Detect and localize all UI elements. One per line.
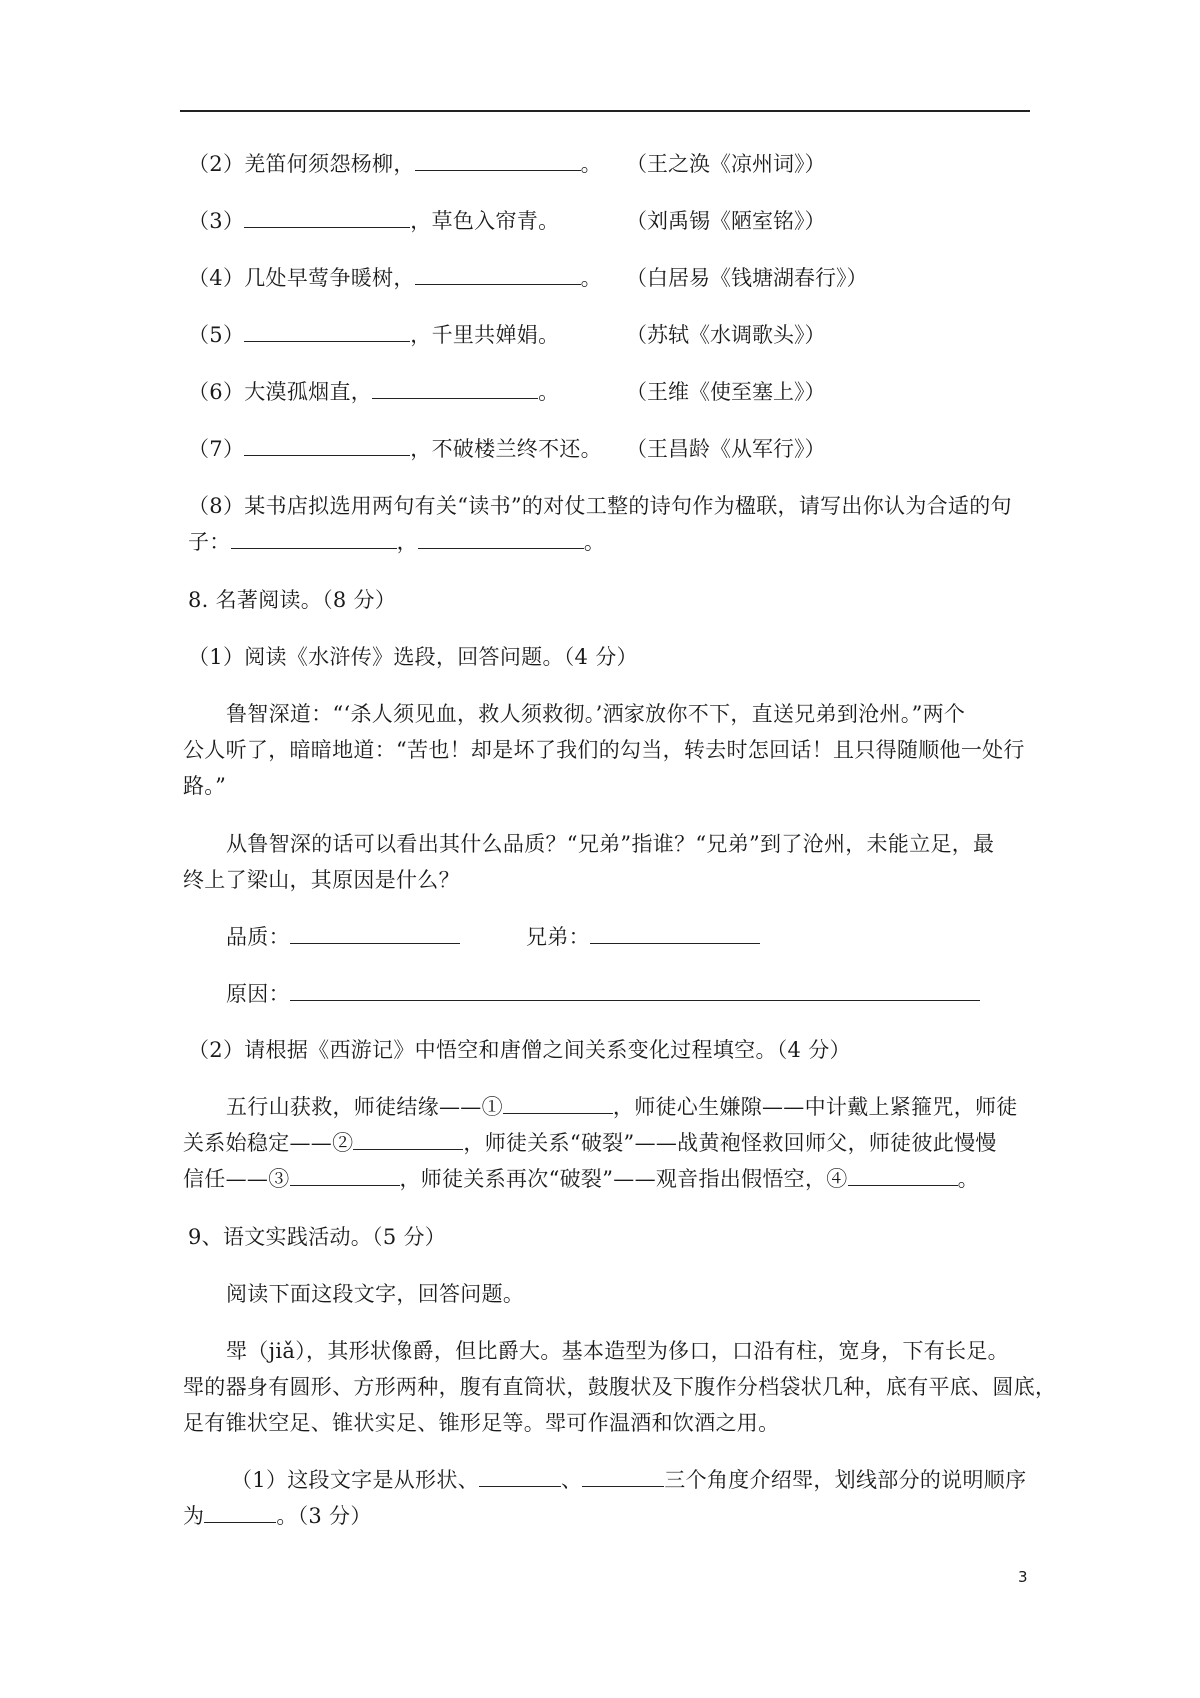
question-text: 。（3 分）: [276, 1504, 372, 1528]
question-line: 终上了梁山，其原因是什么？: [183, 868, 460, 892]
answer-blank-3[interactable]: [290, 1167, 400, 1186]
section-8-1-title: （1）阅读《水浒传》选段，回答问题。（4 分）: [188, 645, 638, 669]
answer-blank[interactable]: [582, 1468, 664, 1487]
answer-label: 子：: [188, 530, 231, 554]
section-8-2-title: （2）请根据《西游记》中悟空和唐僧之间关系变化过程填空。（4 分）: [188, 1038, 851, 1062]
brother-blank[interactable]: [590, 925, 760, 944]
header-rule: [180, 110, 1030, 112]
passage-line: 鲁智深道：“‘杀人须见血，救人须救彻。’洒家放你不下，直送兄弟到沧州。”两个: [226, 702, 966, 726]
poem-text: ，不破楼兰终不还。: [410, 437, 602, 461]
poem-text: （7）: [188, 437, 245, 461]
reason-blank[interactable]: [290, 982, 980, 1001]
poem-text: （3）: [188, 209, 245, 233]
punctuation: ，: [396, 530, 418, 554]
poem-text: 。: [580, 266, 602, 290]
reason-label: 原因：: [226, 982, 290, 1006]
poem-text: （2）羌笛何须怨杨柳，: [188, 152, 415, 176]
section-8-title: 8. 名著阅读。（8 分）: [188, 588, 397, 612]
poem-text: （5）: [188, 323, 245, 347]
journey-text: ，师徒关系再次“破裂”——观音指出假悟空，④: [399, 1167, 848, 1191]
section-9-intro: 阅读下面这段文字，回答问题。: [226, 1282, 525, 1306]
journey-text: ，师徒关系“破裂”——战黄袍怪救回师父，师徒彼此慢慢: [463, 1131, 997, 1155]
poem-text: 。: [580, 152, 602, 176]
punctuation: 、: [560, 1468, 583, 1492]
question-text: （1）这段文字是从形状、: [231, 1468, 479, 1492]
question-text: 三个角度介绍斝，划线部分的说明顺序: [664, 1468, 1027, 1492]
journey-text: 五行山获救，师徒结缘——①: [226, 1095, 503, 1119]
poem-text: （6）大漠孤烟直，: [188, 380, 373, 404]
answer-blank[interactable]: [418, 530, 584, 549]
poem-text: ，千里共婵娟。: [410, 323, 560, 347]
poem-line-3: [188, 207, 559, 235]
passage-line: 公人听了，暗暗地道：“苦也！却是坏了我们的勾当，转去时怎回话！且只得随顺他一处行: [183, 738, 1025, 762]
section-9-q1-line1: [231, 1466, 1026, 1494]
journey-text: 信任——③: [183, 1167, 290, 1191]
poem-source: （王昌龄《从军行》）: [626, 437, 826, 461]
poem-source: （王维《使至塞上》）: [626, 380, 826, 404]
journey-line-3: [183, 1165, 979, 1193]
answer-blank-2[interactable]: [353, 1131, 463, 1150]
quality-label: 品质：: [226, 925, 290, 949]
poem-source: （王之涣《凉州词》）: [626, 152, 826, 176]
question-8-answer-line: [188, 528, 605, 556]
reason-answer-row: [226, 980, 980, 1008]
poem-source: （苏轼《水调歌头》）: [626, 323, 826, 347]
poem-line-2: [188, 150, 602, 178]
passage-line: 足有锥状空足、锥状实足、锥形足等。斝可作温酒和饮酒之用。: [183, 1411, 780, 1435]
answer-blank[interactable]: [415, 152, 581, 171]
journey-text: ，师徒心生嫌隙——中计戴上紧箍咒，师徒: [612, 1095, 1018, 1119]
section-9-q1-line2: [183, 1502, 372, 1530]
journey-line-2: [183, 1129, 997, 1157]
answer-blank[interactable]: [479, 1468, 561, 1487]
poem-text: ，草色入帘青。: [410, 209, 560, 233]
poem-text: 。: [538, 380, 560, 404]
passage-line: 斝（jiǎ），其形状像爵，但比爵大。基本造型为侈口，口沿有柱，宽身，下有长足。: [226, 1339, 1009, 1363]
answer-blank[interactable]: [231, 530, 397, 549]
answer-blank-1[interactable]: [503, 1095, 613, 1114]
poem-source: （白居易《钱塘湖春行》）: [626, 266, 868, 290]
poem-line-5: [188, 321, 559, 349]
answer-blank[interactable]: [204, 1504, 276, 1523]
journey-line-1: [226, 1093, 1018, 1121]
answer-blank[interactable]: [244, 437, 410, 456]
passage-line: 路。”: [183, 774, 227, 798]
answer-blank[interactable]: [244, 209, 410, 228]
section-9-title: 9、语文实践活动。（5 分）: [188, 1225, 447, 1249]
answer-blank[interactable]: [244, 323, 410, 342]
journey-text: 。: [957, 1167, 979, 1191]
brother-label: 兄弟：: [526, 925, 590, 949]
poem-text: （4）几处早莺争暖树，: [188, 266, 415, 290]
poem-source: （刘禹锡《陋室铭》）: [626, 209, 826, 233]
question-line: 从鲁智深的话可以看出其什么品质？“兄弟”指谁？“兄弟”到了沧州，未能立足，最: [226, 832, 995, 856]
page-number: 3: [1018, 1568, 1028, 1586]
answer-blank[interactable]: [372, 380, 538, 399]
punctuation: 。: [583, 530, 606, 554]
brother-answer-row: [526, 923, 760, 951]
answer-blank-4[interactable]: [848, 1167, 958, 1186]
quality-answer-row: [226, 923, 460, 951]
question-text: 为: [183, 1504, 205, 1528]
poem-line-7: [188, 435, 602, 463]
question-8-prompt: （8）某书店拟选用两句有关“读书”的对仗工整的诗句作为楹联，请写出你认为合适的句: [188, 494, 1012, 518]
quality-blank[interactable]: [290, 925, 460, 944]
journey-text: 关系始稳定——②: [183, 1131, 354, 1155]
answer-blank[interactable]: [415, 266, 581, 285]
poem-line-6: [188, 378, 559, 406]
poem-line-4: [188, 264, 602, 292]
passage-line: 斝的器身有圆形、方形两种，腹有直筒状，鼓腹状及下腹作分档袋状几种，底有平底、圆底，: [183, 1375, 1057, 1399]
